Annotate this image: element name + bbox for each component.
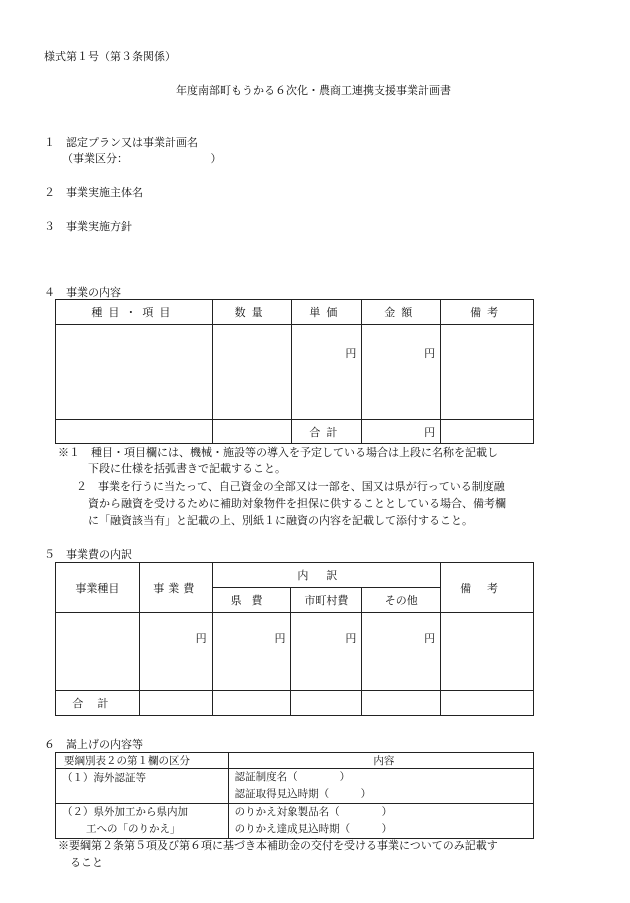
section-1-category: （事業区分： ） [62,152,222,165]
header-unit-price: 単価 [291,300,362,325]
unit-price-yen: 円 [291,325,362,420]
certification-timing: 認証取得見込時期（ ） [234,788,372,800]
category-overseas [56,769,229,804]
header-other: その他 [362,588,441,613]
content-certification [228,769,533,804]
form-number: 様式第１号（第３条関係） [44,50,176,63]
header-category: 要綱別表２の第１欄の区分 [56,753,229,769]
header-breakdown: 内訳 [212,563,440,588]
total-label-5: 合計 [56,691,140,716]
header-project-type: 事業種目 [56,563,140,613]
document-title: 年度南部町もうかる６次化・農商工連携支援事業計画書 [176,84,451,97]
note-2-line-1: ２ 事業を行うに当たって、自己資金の全部又は一部を、国又は県が行っている制度融 [76,480,505,493]
note-2-line-2: 資から融資を受けるために補助対象物件を担保に供することとしている場合、備考欄 [88,497,506,510]
category-switch-line-2: 工への「のりかえ」 [86,823,181,835]
header-remarks-5: 備考 [441,563,534,613]
header-remarks: 備考 [441,300,534,325]
certification-name: 認証制度名（ ） [234,771,351,783]
switch-timing: のりかえ達成見込時期（ ） [234,823,393,835]
header-amount: 金額 [362,300,441,325]
note-2-line-3: に「融資該当有」と記載の上、別紙１に融資の内容を記載して添付すること。 [88,514,473,527]
category-overseas-text: （１）海外認証等 [62,772,146,784]
total-label: 合計 [291,420,362,444]
section-3-label: ３ 事業実施方針 [44,220,132,233]
category-switch [56,804,229,839]
project-cost-yen: 円 [139,613,212,691]
section-6-note-line-2: ること [70,856,103,869]
section-4-label: ４ 事業の内容 [44,286,121,299]
item-cell[interactable] [56,325,213,420]
header-quantity: 数量 [212,300,291,325]
enhancement-table [55,752,534,839]
switch-product-name: のりかえ対象製品名（ ） [234,806,393,818]
header-municipal-cost: 市町村費 [291,588,362,613]
remarks-cell[interactable] [441,325,534,420]
cost-breakdown-table [55,562,534,716]
prefecture-yen: 円 [212,613,291,691]
note-1-line-2: 下段に仕様を括弧書きで記載すること。 [88,462,286,475]
header-project-cost: 事業費 [139,563,212,613]
section-6-note-line-1: ※要綱第２条第５項及び第６項に基づき本補助金の交付を受ける事業についてのみ記載す [58,839,498,852]
header-item: 種目・項目 [56,300,213,325]
note-1-line-1: ※１ 種目・項目欄には、機械・施設等の導入を予定している場合は上段に名称を記載し [58,446,498,459]
project-type-cell[interactable] [56,613,140,691]
quantity-cell[interactable] [212,325,291,420]
total-yen: 円 [362,420,441,444]
amount-yen: 円 [362,325,441,420]
category-switch-line-1: （２）県外加工から県内加 [62,806,188,818]
section-6-label: ６ 嵩上げの内容等 [44,738,143,751]
other-yen: 円 [362,613,441,691]
remarks-cell-5[interactable] [441,613,534,691]
municipal-yen: 円 [291,613,362,691]
project-content-table [55,299,534,444]
section-1-label: １ 認定プラン又は事業計画名 [44,136,198,149]
header-prefecture-cost: 県費 [212,588,291,613]
section-2-label: ２ 事業実施主体名 [44,186,143,199]
header-content: 内容 [228,753,533,769]
content-switch [228,804,533,839]
section-5-label: ５ 事業費の内訳 [44,548,132,561]
